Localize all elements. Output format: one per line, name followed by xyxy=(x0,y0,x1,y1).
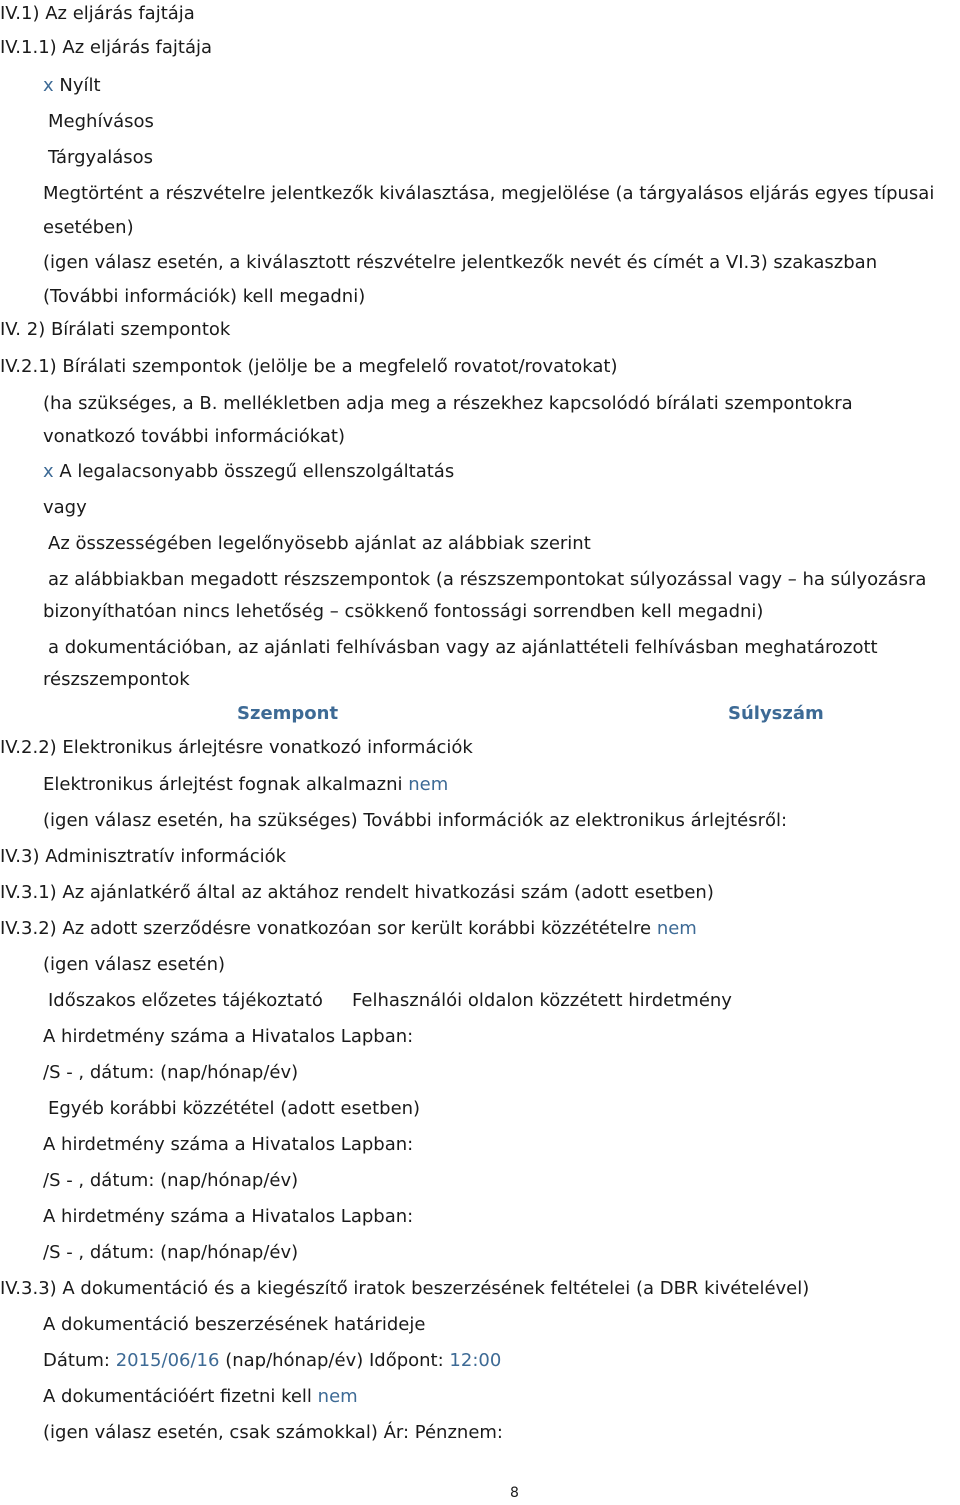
section-heading-iv2: IV. 2) Bírálati szempontok xyxy=(0,319,231,340)
ar-penznem-text: (igen válasz esetén, csak számokkal) Ár: Pénznem: xyxy=(43,1422,503,1443)
hirdetmeny-szama-text: A hirdetmény száma a Hivatalos Lapban: xyxy=(43,1206,414,1227)
iv32-label: IV.3.2) Az adott szerződésre vonatkozóan sor került korábbi közzétételre xyxy=(0,918,652,939)
arlejtes-value: nem xyxy=(408,774,449,795)
arlejtes-label: Elektronikus árlejtést fognak alkalmazni xyxy=(43,774,403,795)
arlejtes-row xyxy=(43,773,448,797)
option-label: Nyílt xyxy=(59,75,101,96)
fizetni-value: nem xyxy=(317,1386,358,1407)
option-targyalasos: Tárgyalásos xyxy=(48,147,154,168)
column-header-szempont: Szempont xyxy=(237,703,339,724)
idopont-value: 12:00 xyxy=(449,1350,502,1371)
s-datum-text: /S - , dátum: (nap/hónap/év) xyxy=(43,1170,299,1191)
option-egyeb-korabbi: Egyéb korábbi közzététel (adott esetben) xyxy=(48,1098,421,1119)
option-idoszakos: Időszakos előzetes tájékoztató xyxy=(48,990,323,1011)
checked-mark: x xyxy=(43,75,54,96)
datum-label: Dátum: xyxy=(43,1350,110,1371)
ha-szukseges-text-1: (ha szükséges, a B. mellékletben adja meg a részekhez kapcsolódó bírálati szempontokra xyxy=(43,393,853,414)
hirdetmeny-szama-text: A hirdetmény száma a Hivatalos Lapban: xyxy=(43,1134,414,1155)
dokumentacioban-text-1: a dokumentációban, az ajánlati felhívásban vagy az ajánlattételi felhívásban meghatározott xyxy=(48,637,878,658)
checked-mark: x xyxy=(43,461,54,482)
s-datum-text: /S - , dátum: (nap/hónap/év) xyxy=(43,1242,299,1263)
hirdetmeny-szama-text: A hirdetmény száma a Hivatalos Lapban: xyxy=(43,1026,414,1047)
section-heading-iv22: IV.2.2) Elektronikus árlejtésre vonatkozó információk xyxy=(0,737,473,758)
datum-row xyxy=(43,1349,501,1373)
iv32-value: nem xyxy=(656,918,697,939)
option-felhasznaloi: Felhasználói oldalon közzétett hirdetmény xyxy=(352,990,732,1011)
option-osszessegeben: Az összességében legelőnyösebb ajánlat az alábbiak szerint xyxy=(48,533,591,554)
megtortent-text-2: esetében) xyxy=(43,217,134,238)
datum-value: 2015/06/16 xyxy=(115,1350,220,1371)
igen-valasz-text-2: (További információk) kell megadni) xyxy=(43,286,366,307)
ha-szukseges-text-2: vonatkozó további információkat) xyxy=(43,426,346,447)
section-heading-iv31: IV.3.1) Az ajánlatkérő által az aktához rendelt hivatkozási szám (adott esetben) xyxy=(0,882,714,903)
option-meghivasos: Meghívásos xyxy=(48,111,154,132)
dok-hatarido-text: A dokumentáció beszerzésének határideje xyxy=(43,1314,426,1335)
fizetni-label: A dokumentációért fizetni kell xyxy=(43,1386,312,1407)
alabbiakban-text-1: az alábbiakban megadott részszempontok (a részszempontokat súlyozással vagy – ha súlyozásra xyxy=(48,569,927,590)
alabbiakban-text-2: bizonyíthatóan nincs lehetőség – csökkenő fontossági sorrendben kell megadni) xyxy=(43,601,764,622)
megtortent-text-1: Megtörtént a részvételre jelentkezők kiválasztása, megjelölése (a tárgyalásos eljárás egyes típusai xyxy=(43,183,935,204)
section-heading-iv1: IV.1) Az eljárás fajtája xyxy=(0,3,195,24)
section-heading-iv21: IV.2.1) Bírálati szempontok (jelölje be a megfelelő rovatot/rovatokat) xyxy=(0,356,618,377)
fizetni-row xyxy=(43,1385,358,1409)
section-heading-iv3: IV.3) Adminisztratív információk xyxy=(0,846,287,867)
page-number: 8 xyxy=(510,1485,519,1501)
section-heading-iv32 xyxy=(0,917,697,941)
datum-format: (nap/hónap/év) Időpont: xyxy=(225,1350,444,1371)
option-label: A legalacsonyabb összegű ellenszolgáltatás xyxy=(59,461,455,482)
option-nyilt xyxy=(43,74,101,98)
vagy-text: vagy xyxy=(43,497,87,518)
dokumentacioban-text-2: részszempontok xyxy=(43,669,190,690)
column-header-sulyszam: Súlyszám xyxy=(728,703,824,724)
arlejtes-info-text: (igen válasz esetén, ha szükséges) További információk az elektronikus árlejtésről: xyxy=(43,810,788,831)
section-heading-iv11: IV.1.1) Az eljárás fajtája xyxy=(0,37,213,58)
igen-valasz-text-1: (igen válasz esetén, a kiválasztott részvételre jelentkezők nevét és címét a VI.3) szakaszban xyxy=(43,252,878,273)
igen-valasz-eseten-text: (igen válasz esetén) xyxy=(43,954,226,975)
section-heading-iv33: IV.3.3) A dokumentáció és a kiegészítő iratok beszerzésének feltételei (a DBR kivételével) xyxy=(0,1278,810,1299)
option-legalacsonyabb xyxy=(43,460,454,484)
s-datum-text: /S - , dátum: (nap/hónap/év) xyxy=(43,1062,299,1083)
